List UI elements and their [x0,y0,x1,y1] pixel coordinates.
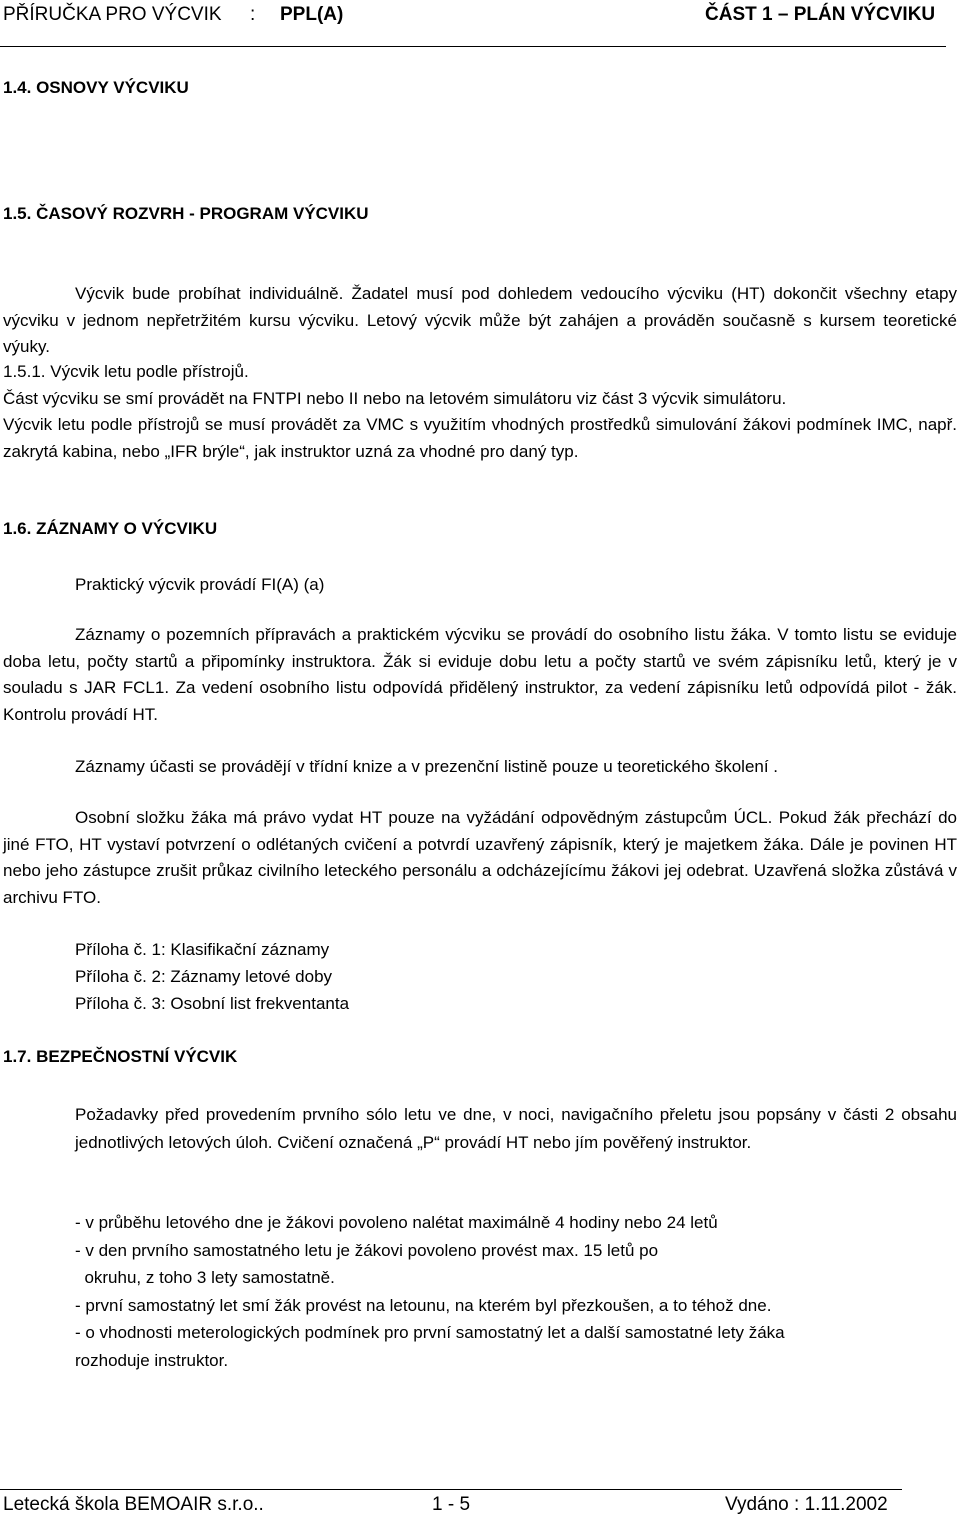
rule-item-4: - o vhodnosti meterologických podmínek pro první samostatný let a další samostatné lety žáka [75,1323,785,1342]
footer-school-name: Letecká škola BEMOAIR s.r.o.. [3,1494,264,1515]
header-separator: : [250,4,256,25]
appendix-3: Příloha č. 3: Osobní list frekventanta [75,994,350,1013]
footer-issue-date: Vydáno : 1.11.2002 [725,1494,888,1515]
appendix-2: Příloha č. 2: Záznamy letové doby [75,967,333,986]
paragraph-1-6-line1: Praktický výcvik provádí FI(A) (a) [75,575,325,594]
paragraph-1-5-1-line1: Část výcviku se smí provádět na FNTPI nebo II nebo na letovém simulátoru viz část 3 výcvik simulátoru. [3,389,787,408]
header-rule [0,46,946,47]
paragraph-1-6-records-text: Záznamy o pozemních přípravách a praktickém výcviku se provádí do osobního listu žáka. V tomto listu se eviduje doba letu, počty startů a připomínky instruktora. Žák si eviduje dobu letu a počty startů ve svém zápisníku letů, který je v souladu s JAR FCL1. Za vedení osobního listu odpovídá přidělený instruktor, za vedení zápisníku letů odpovídá pilot - žák. Kontrolu provádí HT. [3,625,957,724]
rule-item-3: - první samostatný let smí žák provést na letounu, na kterém byl přezkoušen, a to téhož dne. [75,1296,772,1315]
header-license-type: PPL(A) [280,4,344,25]
heading-1-4: 1.4. OSNOVY VÝCVIKU [3,78,189,97]
paragraph-1-6-attendance: Záznamy účasti se provádějí v třídní knize a v prezenční listině pouze u teoretického školení . [75,757,779,776]
rule-item-4-cont: rozhoduje instruktor. [75,1351,229,1370]
heading-1-6: 1.6. ZÁZNAMY O VÝCVIKU [3,519,218,538]
header-manual-title: PŘÍRUČKA PRO VÝCVIK [3,4,222,25]
footer-page-number: 1 - 5 [432,1494,471,1515]
paragraph-1-6-records [3,622,957,728]
header-part-title: ČÁST 1 – PLÁN VÝCVIKU [705,4,936,25]
paragraph-1-5-text: Výcvik bude probíhat individuálně. Žadatel musí pod dohledem vedoucího výcviku (HT) dokončit všechny etapy výcviku v jednom nepřetržitém kursu výcviku. Letový výcvik může být zahájen a prováděn současně s kursem teoretické výuky. [3,284,957,356]
rule-item-2-cont: okruhu, z toho 3 lety samostatně. [75,1268,335,1287]
paragraph-1-6-personal-file [3,805,957,911]
paragraph-1-6-personal-file-text: Osobní složku žáka má právo vydat HT pouze na vyžádání odpovědným zástupcům ÚCL. Pokud žák přechází do jiné FTO, HT vystaví potvrzení o odlétaných cvičení a potvrdí uzavřený zápisník, který je majetkem žáka. Dále je povinen HT nebo jeho zástupce zrušit průkaz civilního leteckého personálu a odcházejícímu žákovi jej odebrat. Uzavřená složka zůstává v archivu FTO. [3,808,957,907]
heading-1-7: 1.7. BEZPEČNOSTNÍ VÝCVIK [3,1047,238,1066]
rule-item-1: - v průběhu letového dne je žákovi povoleno nalétat maximálně 4 hodiny nebo 24 letů [75,1213,718,1232]
appendix-1: Příloha č. 1: Klasifikační záznamy [75,940,330,959]
paragraph-1-7: Požadavky před provedením prvního sólo letu ve dne, v noci, navigačního přeletu jsou popsány v části 2 obsahu jednotlivých letových úloh. Cvičení označená „P“ provádí HT nebo jím pověřený instruktor. [75,1105,957,1152]
heading-1-5: 1.5. ČASOVÝ ROZVRH - PROGRAM VÝCVIKU [3,204,369,223]
rule-item-2: - v den prvního samostatného letu je žákovi povoleno provést max. 15 letů po [75,1241,659,1260]
paragraph-1-5-1: Výcvik letu podle přístrojů se musí provádět za VMC s využitím vhodných prostředků simulování žákovi podmínek IMC, např. zakrytá kabina, nebo „IFR brýle“, jak instruktor uzná za vhodné pro daný typ. [3,415,957,461]
paragraph-1-5 [3,281,957,361]
heading-1-5-1: 1.5.1. Výcvik letu podle přístrojů. [3,362,249,381]
footer-rule [0,1489,902,1490]
